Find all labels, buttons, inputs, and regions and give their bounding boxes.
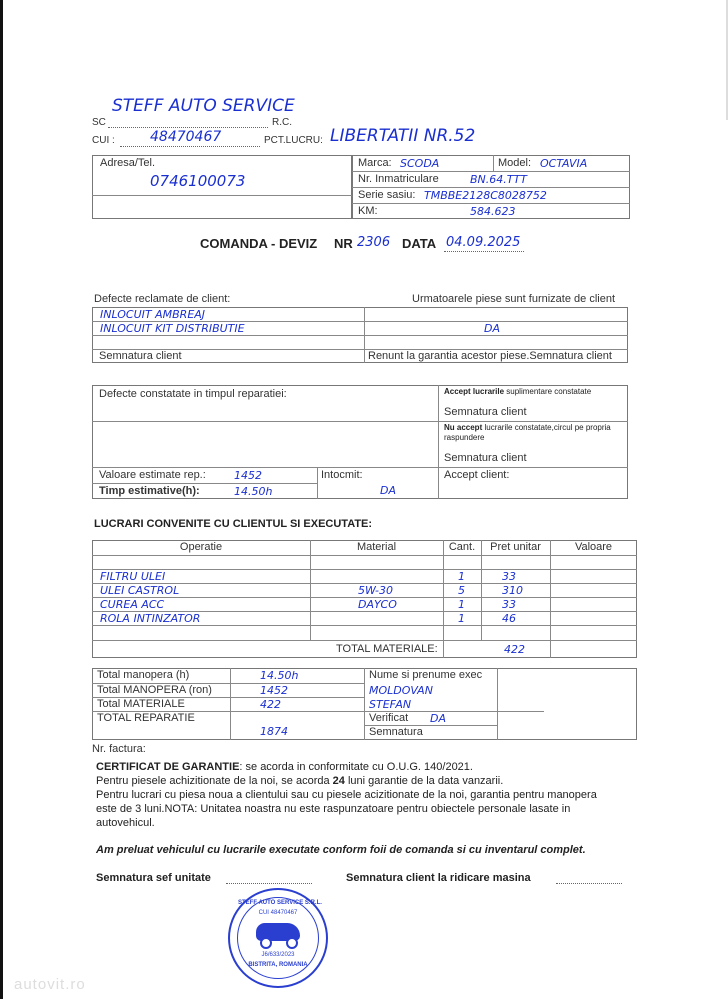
- pickup-statement: Am preluat vehiculul cu lucrarile executate conform foii de comanda si cu inventarul complet.: [96, 844, 586, 856]
- warranty-title: CERTIFICAT DE GARANTIE: [96, 761, 240, 773]
- row-cant: 1: [458, 598, 465, 611]
- col-header-material: Material: [356, 541, 397, 553]
- order-data-label: DATA: [402, 236, 437, 251]
- stamp-bottom-text: BISTRITA, ROMANIA: [248, 962, 308, 968]
- divider: [92, 467, 628, 468]
- manopera-ron-value: 1452: [260, 684, 288, 697]
- divider: [92, 335, 628, 336]
- accept-client-label: Accept client:: [444, 469, 510, 481]
- pct-lucru-value: LIBERTATII NR.52: [330, 126, 476, 146]
- divider: [92, 421, 628, 422]
- warranty-line-5: autovehicul.: [96, 817, 155, 829]
- client-signature-label: Semnatura client: [99, 350, 182, 362]
- verificat-label: Verificat: [369, 712, 409, 724]
- manopera-h-label: Total manopera (h): [97, 669, 190, 681]
- accept-works-text: [444, 387, 591, 397]
- scan-edge: [0, 0, 3, 999]
- total-reparatie-label: TOTAL REPARATIE: [97, 712, 195, 724]
- order-title: COMANDA - DEVIZ: [200, 236, 318, 251]
- marca-value: SCODA: [400, 157, 440, 170]
- row-pret: 33: [502, 570, 516, 583]
- km-label: KM:: [358, 205, 378, 217]
- found-defects-label: Defecte constatate in timpul reparatiei:: [99, 388, 287, 400]
- warranty-line-3: Pentru lucrari cu piesa noua a clientului sau cu piesele acizitionate de la noi, garantia pentru manopera: [96, 789, 597, 801]
- client-parts-label: Urmatoarele piese sunt furnizate de client: [412, 293, 615, 305]
- divider: [92, 555, 637, 556]
- manopera-ron-label: Total MANOPERA (ron): [97, 684, 212, 696]
- intocmit-value: DA: [380, 484, 396, 497]
- order-nr-value: 2306: [357, 235, 391, 250]
- divider: [352, 187, 630, 188]
- serie-sasiu-label: Serie sasiu:: [358, 189, 416, 201]
- divider: [92, 195, 352, 196]
- km-value: 584.623: [470, 205, 516, 218]
- client-defects-label: Defecte reclamate de client:: [94, 293, 231, 305]
- divider: [92, 640, 637, 641]
- total-materiale-label: TOTAL MATERIALE:: [336, 643, 438, 655]
- warranty-line-1-rest: : se acorda in conformitate cu O.U.G. 140/2021.: [239, 761, 473, 773]
- client-defect-line-2: INLOCUIT KIT DISTRIBUTIE: [100, 322, 245, 335]
- pct-lucru-label: PCT.LUCRU:: [264, 135, 323, 146]
- divider: [364, 668, 365, 740]
- noaccept-rest: lucrarile constatate,circul pe propria raspundere: [444, 423, 611, 442]
- stamp-cui: CUI 48470467: [258, 910, 298, 916]
- row-material: DAYCO: [358, 598, 397, 611]
- order-nr-label: NR: [334, 236, 353, 251]
- row-cant: 1: [458, 570, 465, 583]
- row-operatie: FILTRU ULEI: [100, 570, 166, 583]
- car-wheel-icon: [260, 937, 272, 949]
- cui-dotline: [120, 146, 260, 147]
- divider: [493, 155, 494, 171]
- sef-unitate-signature-label: Semnatura sef unitate: [96, 872, 211, 884]
- watermark: autovit.ro: [14, 976, 86, 993]
- data-dotline: [444, 251, 524, 252]
- accept-bold: Accept lucrarile: [444, 387, 505, 396]
- divider: [92, 625, 637, 626]
- row-material: 5W-30: [358, 584, 393, 597]
- address-label: Adresa/Tel.: [100, 157, 156, 169]
- cui-label: CUI :: [92, 135, 115, 146]
- client-defect-line-1: INLOCUIT AMBREAJ: [100, 308, 206, 321]
- rc-label: R.C.: [272, 117, 292, 128]
- exec-surname-value: STEFAN: [369, 698, 412, 711]
- materiale-value: 422: [260, 698, 281, 711]
- client-parts-value: DA: [484, 322, 500, 335]
- works-title: LUCRARI CONVENITE CU CLIENTUL SI EXECUTATE:: [94, 518, 373, 530]
- exec-name-label: Nume si prenume exec: [369, 669, 483, 681]
- divider: [230, 668, 231, 740]
- nr-inmatriculare-value: BN.64.TTT: [470, 173, 527, 186]
- sc-label: SC: [92, 117, 106, 128]
- noaccept-works-text: [444, 423, 624, 443]
- stamp-top-text: STEFF AUTO SERVICE S.R.L.: [238, 900, 322, 906]
- sef-signature-dotline: [226, 883, 312, 884]
- exec-name-value: MOLDOVAN: [369, 684, 433, 697]
- serie-sasiu-value: TMBBE2128C8028752: [424, 189, 547, 202]
- address-value: 0746100073: [150, 172, 246, 190]
- row-operatie: ROLA INTINZATOR: [100, 612, 201, 625]
- warranty-text: [96, 760, 656, 830]
- accept-signature-label: Semnatura client: [444, 406, 527, 418]
- warranty-line-2b: luni garantie de la data vanzarii.: [344, 775, 504, 787]
- divider: [92, 483, 317, 484]
- col-header-operatie: Operatie: [179, 541, 223, 553]
- valoare-estimata-value: 1452: [234, 469, 262, 482]
- sc-dotline: [108, 127, 268, 128]
- car-wheel-icon: [286, 937, 298, 949]
- accept-rest: suplimentare constatate: [506, 387, 592, 396]
- divider: [352, 171, 630, 172]
- verificat-value: DA: [430, 712, 446, 725]
- row-cant: 5: [458, 584, 465, 597]
- semnatura-label: Semnatura: [369, 726, 423, 738]
- divider: [352, 203, 630, 204]
- materiale-label: Total MATERIALE: [97, 698, 185, 710]
- timp-estimat-value: 14.50h: [234, 485, 273, 498]
- noaccept-bold: Nu accept: [444, 423, 483, 432]
- warranty-line-1: [96, 760, 656, 774]
- row-cant: 1: [458, 612, 465, 625]
- row-operatie: CUREA ACC: [100, 598, 165, 611]
- row-pret: 46: [502, 612, 516, 625]
- col-header-pret: Pret unitar: [490, 541, 541, 553]
- nr-factura-label: Nr. factura:: [92, 743, 146, 755]
- valoare-estimata-label: Valoare estimate rep.:: [99, 469, 206, 481]
- divider: [92, 569, 637, 570]
- total-materiale-value: 422: [504, 643, 525, 656]
- total-reparatie-value: 1874: [260, 725, 288, 738]
- stamp-reg: J6/633/2023: [261, 952, 295, 958]
- row-pret: 310: [502, 584, 523, 597]
- warranty-line-2a: Pentru piesele achizitionate de la noi, se acorda: [96, 775, 333, 787]
- warranty-months: 24: [332, 775, 345, 787]
- divider: [317, 467, 318, 499]
- marca-label: Marca:: [358, 157, 392, 169]
- warranty-line-4: este de 3 luni.NOTA: Unitatea noastra nu este raspunzatoare pentru obiectele personale lasate in: [96, 803, 571, 815]
- col-header-valoare: Valoare: [574, 541, 613, 553]
- divider: [438, 385, 439, 499]
- row-pret: 33: [502, 598, 516, 611]
- model-value: OCTAVIA: [540, 157, 588, 170]
- divider: [310, 540, 311, 640]
- nr-inmatriculare-label: Nr. Inmatriculare: [358, 173, 439, 185]
- order-data-value: 04.09.2025: [446, 235, 521, 250]
- divider: [364, 307, 365, 363]
- manopera-h-value: 14.50h: [260, 669, 299, 682]
- company-stamp: [228, 888, 328, 988]
- timp-estimat-label: Timp estimative(h):: [99, 485, 200, 497]
- divider: [497, 668, 498, 740]
- model-label: Model:: [498, 157, 532, 169]
- row-operatie: ULEI CASTROL: [100, 584, 180, 597]
- cui-value: 48470467: [150, 129, 222, 145]
- col-header-cant: Cant.: [448, 541, 476, 553]
- renunt-garantie-label: Renunt la garantia acestor piese.Semnatura client: [368, 350, 612, 362]
- noaccept-signature-label: Semnatura client: [444, 452, 527, 464]
- client-pickup-signature-label: Semnatura client la ridicare masina: [346, 872, 531, 884]
- divider: [481, 540, 482, 640]
- divider: [550, 540, 551, 658]
- client-signature-dotline: [556, 883, 622, 884]
- intocmit-label: Intocmit:: [321, 469, 363, 481]
- divider: [443, 540, 444, 658]
- company-name: STEFF AUTO SERVICE: [112, 96, 295, 116]
- warranty-line-2: [96, 774, 656, 788]
